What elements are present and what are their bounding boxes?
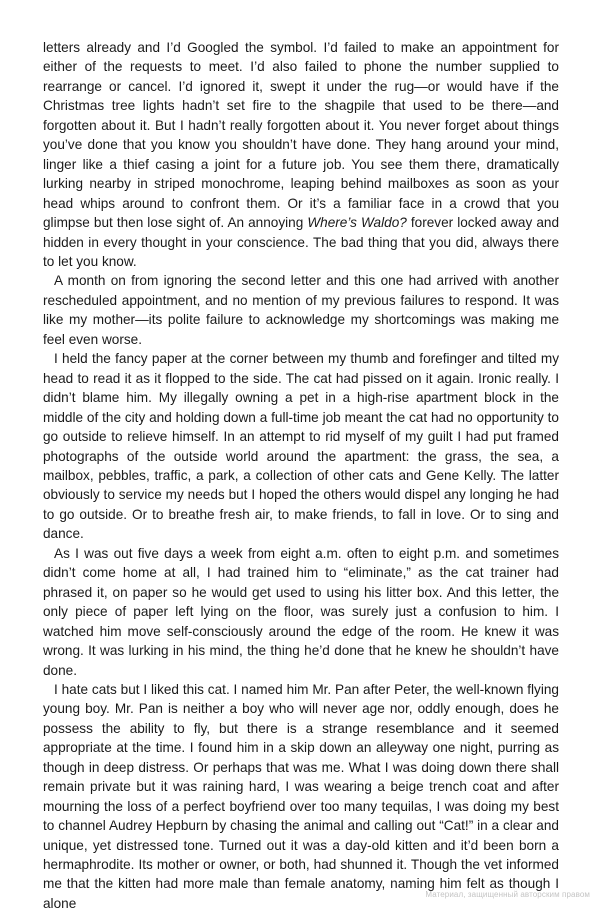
paragraph-5: I hate cats but I liked this cat. I named him Mr. Pan after Peter, the well-known flying young boy. Mr. Pan is neither a boy who will never age nor, oddly enough, does he possess the ability to fly, but there is a strange resemblance and it seemed appropriate at the time. I found him in a skip down an alleyway one night, purring as though in deep distress. Or perhaps that was me. What I was doing down there shall remain private but it was raining hard, I was wearing a beige trench coat and after mourning the loss of a perfect boyfriend over too many tequilas, I was doing my best to channel Audrey Hepburn by chasing the animal and calling out “Cat!” in a clear and unique, yet distressed tone. Turned out it was a day-old kitten and it’d been born a hermaphrodite. Its mother or owner, or both, had shunned it. Though the vet informed me that the kitten had more male than female anatomy, naming him felt as though I alone: [43, 681, 559, 911]
paragraph-1-text-end: forever locked away and hidden in every thought in your conscience. The bad thing that you did, always there to let you know.: [43, 215, 560, 269]
paragraph-1: [43, 38, 559, 271]
book-page-text: [43, 38, 559, 913]
copyright-watermark: Материал, защищенный авторским правом: [425, 890, 590, 899]
paragraph-1-text-start: letters already and I’d Googled the symbol. I’d failed to make an appointment for either of the requests to meet. I’d also failed to phone the number supplied to rearrange or cancel. I’d ignored it, swept it under the rug—or would have if the Christmas tree lights hadn’t set fire to the shagpile that used to be there—and forgotten about it. But I hadn’t really forgotten about it. You never forget about things you’ve done that you know you shouldn’t have done. They hang around your mind, linger like a thief casing a joint for a future job. You see them there, dramatically lurking nearby in striped monochrome, leaping behind mailboxes as soon as your head whips around to confront them. Or it’s a familiar face in a crowd that you glimpse but then lose sight of. An annoying: [43, 40, 559, 231]
book-title-emphasis: Where’s Waldo?: [307, 215, 407, 231]
paragraph-2: A month on from ignoring the second letter and this one had arrived with another rescheduled appointment, and no mention of my previous failures to respond. It was like my mother—its polite failure to acknowledge my shortcomings was making me feel even worse.: [43, 273, 559, 347]
paragraph-4: As I was out five days a week from eight a.m. often to eight p.m. and sometimes didn’t come home at all, I had trained him to “eliminate,” as the cat trainer had phrased it, on paper so he would get used to using his litter box. And this letter, the only piece of paper left lying on the floor, was surely just a confusion to him. I watched him move self-consciously around the edge of the room. He knew it was wrong. It was lurking in his mind, the thing he’d done that he knew he shouldn’t have done.: [43, 545, 559, 678]
paragraph-3: I held the fancy paper at the corner between my thumb and forefinger and tilted my head to read it as it flopped to the side. The cat had pissed on it again. Ironic really. I didn’t blame him. My illegally owning a pet in a high-rise apartment block in the middle of the city and holding down a full-time job meant the cat had no opportunity to go outside to relieve himself. In an attempt to rid myself of my guilt I had put framed photographs of the outside world around the apartment: the grass, the sea, a mailbox, pebbles, traffic, a park, a collection of other cats and Gene Kelly. The latter obviously to service my needs but I hoped the others would dispel any longing he had to go outside. Or to breathe fresh air, to make friends, to fall in love. Or to sing and dance.: [43, 351, 559, 542]
